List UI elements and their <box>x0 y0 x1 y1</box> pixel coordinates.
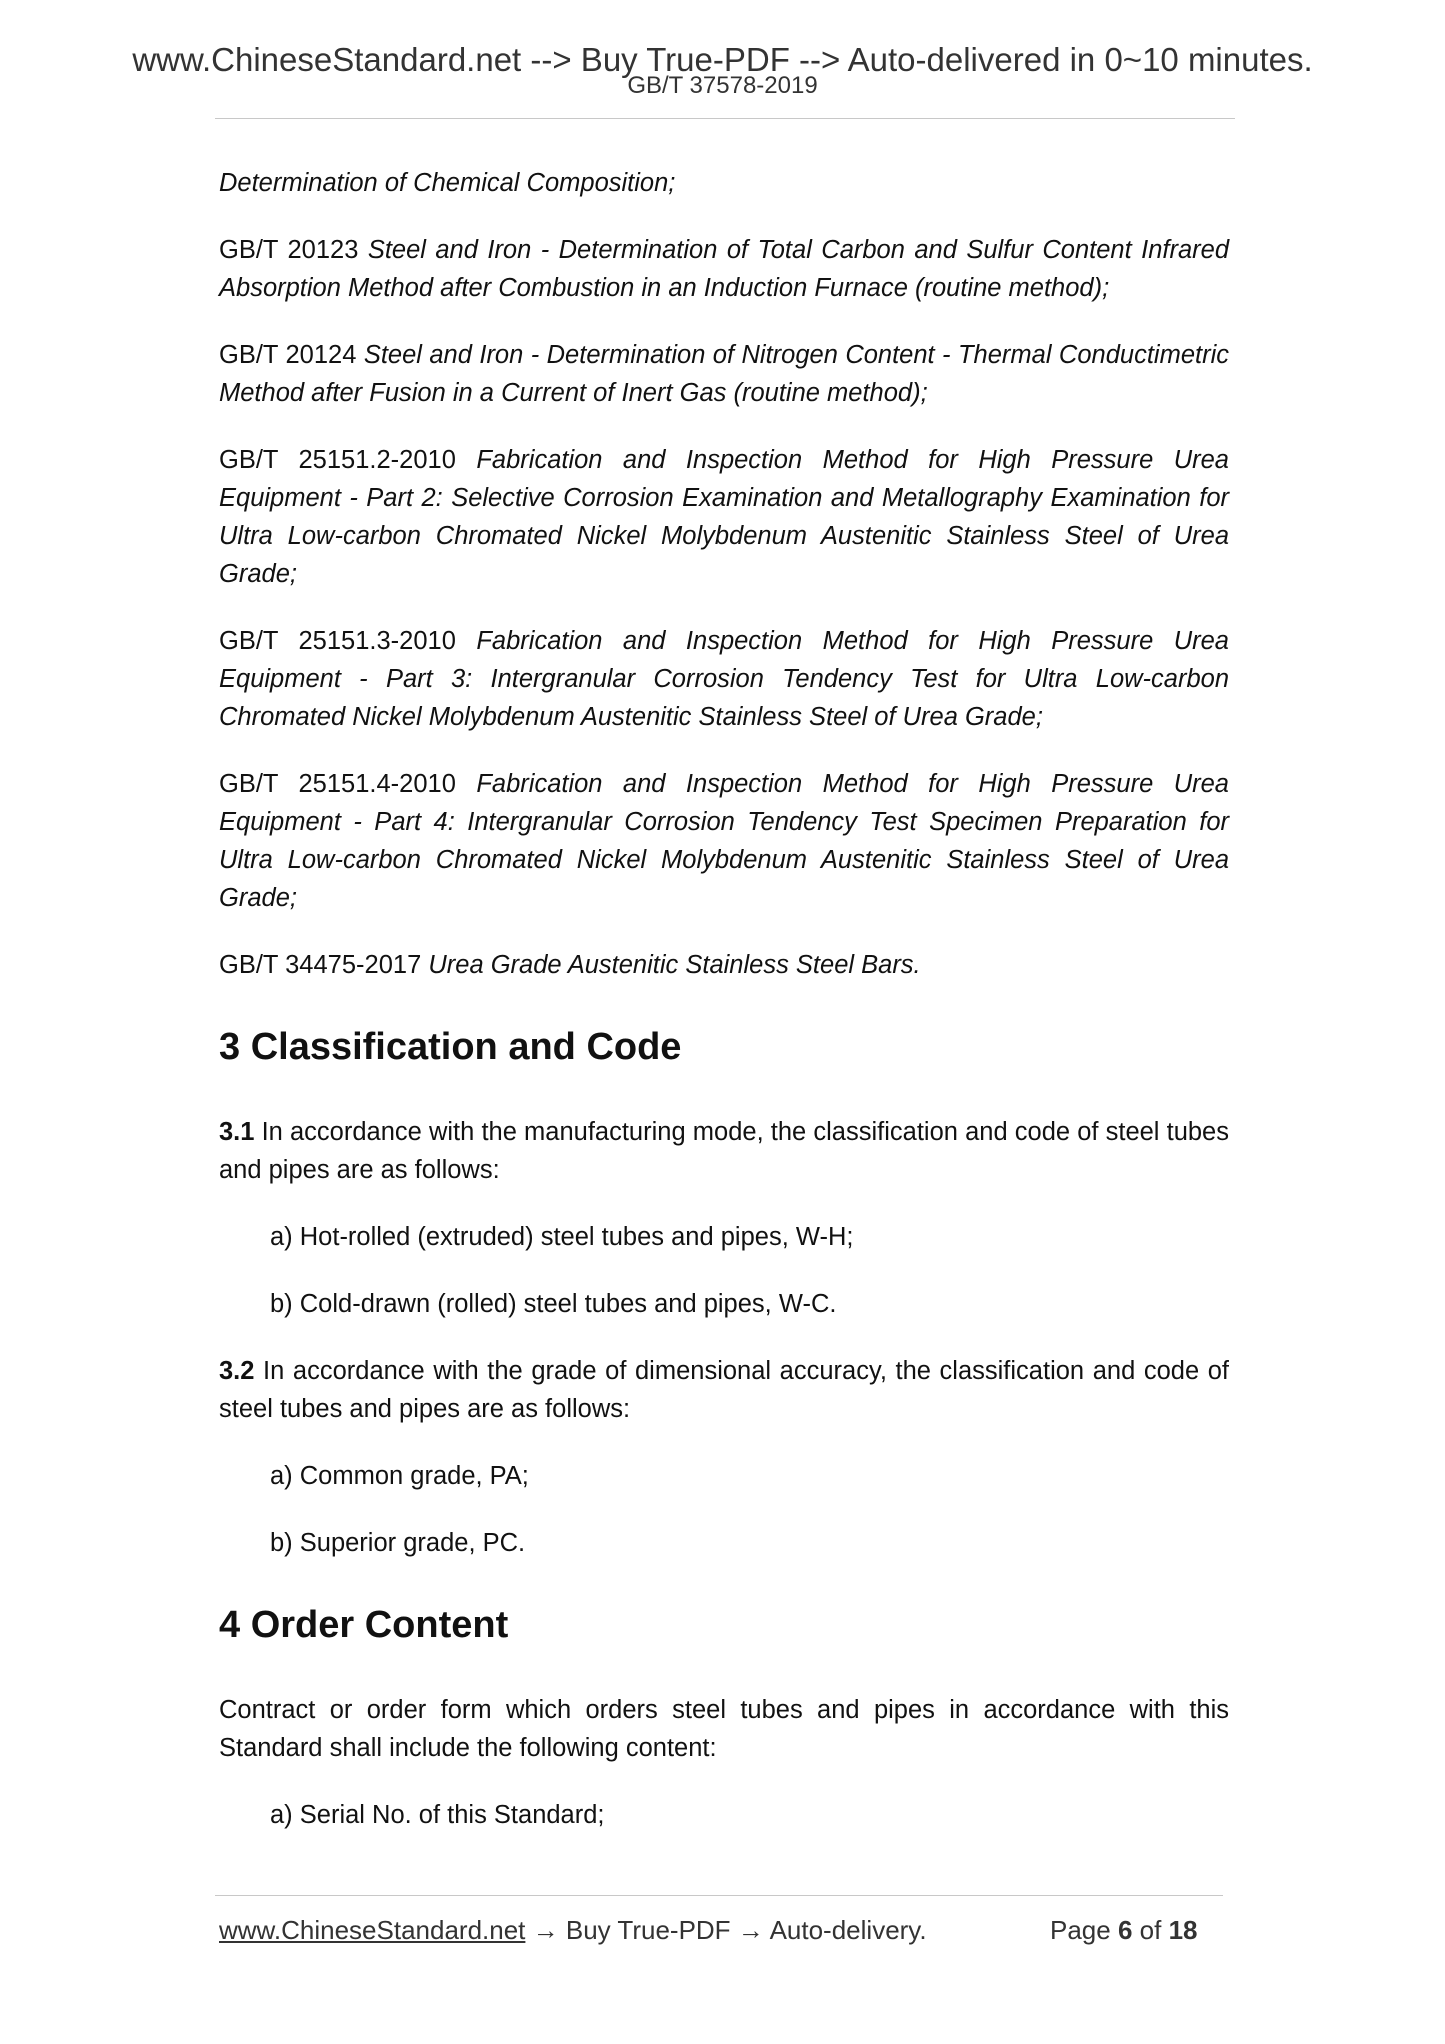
footer-tagline-text: → Buy True-PDF → Auto-delivery. <box>525 1915 927 1945</box>
reference-entry <box>219 441 1229 593</box>
footer-tagline <box>219 1913 927 1947</box>
reference-title: Steel and Iron - Determination of Total Carbon and Sulfur Content Infrared Absorption Method after Combustion in an Induction Furnace (routine method); <box>219 236 1229 302</box>
page-of: of <box>1139 1915 1162 1945</box>
reference-title: Urea Grade Austenitic Stainless Steel Bars. <box>428 951 921 979</box>
page-label: Page <box>1050 1915 1111 1945</box>
reference-code: GB/T 20123 <box>219 236 359 264</box>
list-item: b) Superior grade, PC. <box>270 1529 526 1557</box>
page-current: 6 <box>1117 1915 1133 1945</box>
reference-entry <box>219 231 1229 307</box>
reference-entry <box>219 765 1229 917</box>
reference-code: GB/T 20124 <box>219 341 357 369</box>
reference-title: Fabrication and Inspection Method for High Pressure Urea Equipment - Part 3: Intergranular Corrosion Tendency Test for Ultra Low-carbon Chromated Nickel Molybdenum Austenitic Stainless Steel of Urea Grade; <box>219 627 1229 731</box>
reference-entry <box>219 946 1229 984</box>
reference-code: GB/T 25151.4-2010 <box>219 770 456 798</box>
header-divider <box>215 118 1235 119</box>
reference-entry <box>219 336 1229 412</box>
reference-code: GB/T 25151.3-2010 <box>219 627 456 655</box>
section-intro: Contract or order form which orders steel tubes and pipes in accordance with this Standard shall include the following content: <box>219 1696 1229 1762</box>
clause-number: 3.1 <box>219 1118 255 1146</box>
list-item: a) Common grade, PA; <box>270 1462 529 1490</box>
clause-text: In accordance with the manufacturing mode, the classification and code of steel tubes and pipes are as follows: <box>219 1118 1229 1184</box>
section-heading: 4 Order Content <box>219 1604 509 1646</box>
clause <box>219 1352 1229 1428</box>
footer-site-link[interactable]: www.ChineseStandard.net <box>219 1915 526 1945</box>
list-item: a) Hot-rolled (extruded) steel tubes and pipes, W-H; <box>270 1223 854 1251</box>
section-heading: 3 Classification and Code <box>219 1026 682 1068</box>
reference-continuation: Determination of Chemical Composition; <box>219 169 676 197</box>
reference-title: Steel and Iron - Determination of Nitrogen Content - Thermal Conductimetric Method after Fusion in a Current of Inert Gas (routine method); <box>219 341 1229 407</box>
reference-entry <box>219 622 1229 736</box>
page-content <box>219 164 1229 1863</box>
clause-text: In accordance with the grade of dimensional accuracy, the classification and code of steel tubes and pipes are as follows: <box>219 1357 1229 1423</box>
clause <box>219 1113 1229 1189</box>
list-item: a) Serial No. of this Standard; <box>270 1801 605 1829</box>
page-total: 18 <box>1168 1915 1198 1945</box>
list-item: b) Cold-drawn (rolled) steel tubes and pipes, W-C. <box>270 1290 837 1318</box>
reference-code: GB/T 34475-2017 <box>219 951 422 979</box>
reference-code: GB/T 25151.2-2010 <box>219 446 456 474</box>
footer-divider <box>215 1895 1223 1896</box>
reference-title: Fabrication and Inspection Method for High Pressure Urea Equipment - Part 2: Selective Corrosion Examination and Metallography Examination for Ultra Low-carbon Chromated Nickel Molybdenum Austenitic Stainless Steel of Urea Grade; <box>219 446 1229 588</box>
page-number <box>1050 1913 1198 1947</box>
standard-code: GB/T 37578-2019 <box>627 72 818 99</box>
reference-title: Fabrication and Inspection Method for High Pressure Urea Equipment - Part 4: Intergranular Corrosion Tendency Test Specimen Preparation for Ultra Low-carbon Chromated Nickel Molybdenum Austenitic Stainless Steel of Urea Grade; <box>219 770 1229 912</box>
header-banner: www.ChineseStandard.net --> Buy True-PDF --> Auto-delivered in 0~10 minutes. <box>132 41 1313 78</box>
clause-number: 3.2 <box>219 1357 255 1385</box>
